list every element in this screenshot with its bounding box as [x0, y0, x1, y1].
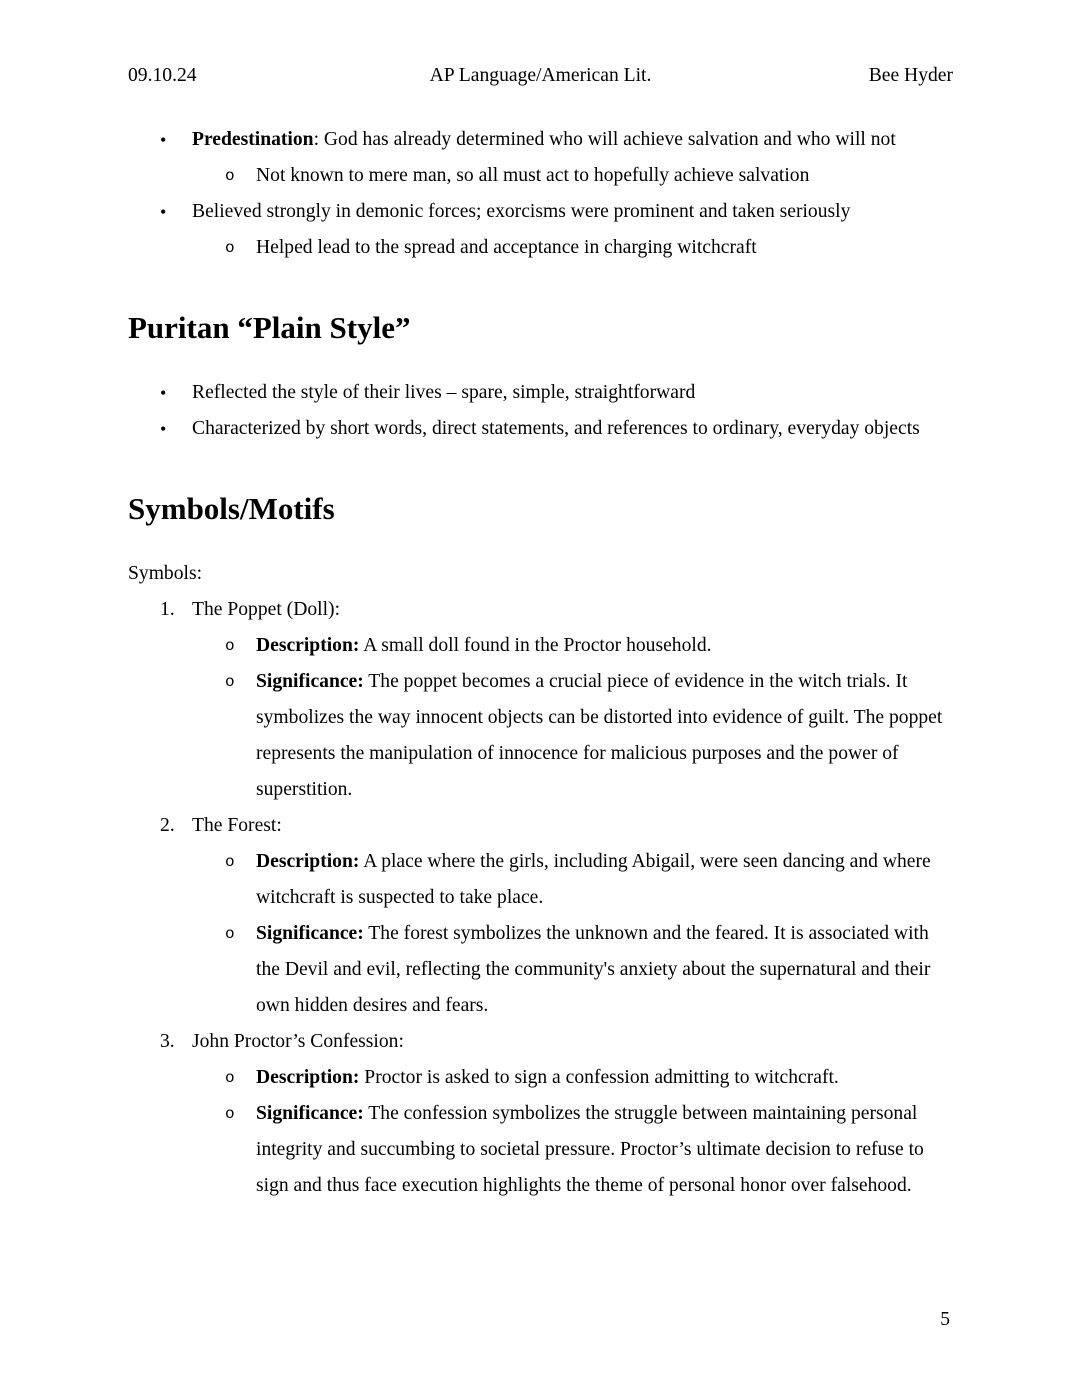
bullet-item — [128, 411, 953, 447]
section-title-symbols-motifs: Symbols/Motifs — [128, 491, 335, 526]
sub-bullet-marker: o — [225, 1069, 235, 1087]
sub-bullet-item — [128, 158, 953, 194]
sub-bullet-text: Not known to mere man, so all must act to hopefully achieve salvation — [256, 165, 810, 186]
page-header — [128, 58, 953, 94]
header-course: AP Language/American Lit. — [429, 65, 652, 86]
bullet-item — [128, 194, 953, 230]
description-text: A place where the girls, including Abigail, were seen dancing and where witchcraft is suspected to take place. — [256, 851, 931, 908]
sub-bullet-marker: o — [225, 853, 235, 871]
significance-label: Significance: — [256, 671, 364, 692]
header-date: 09.10.24 — [128, 65, 197, 86]
bullet-text: Believed strongly in demonic forces; exorcisms were prominent and taken seriously — [192, 201, 851, 222]
bullet-marker: • — [160, 383, 167, 403]
sub-bullet-item — [128, 230, 953, 266]
numbered-item — [128, 1024, 953, 1060]
sub-bullet-marker: o — [225, 673, 235, 691]
page-number: 5 — [940, 1309, 950, 1330]
description-text: A small doll found in the Proctor household. — [359, 635, 712, 656]
bullet-item — [128, 375, 953, 411]
bullet-text: : God has already determined who will achieve salvation and who will not — [313, 129, 896, 150]
symbol-name: The Poppet (Doll): — [192, 599, 341, 620]
bullet-marker: • — [160, 130, 167, 150]
significance-text: The confession symbolizes the struggle between maintaining personal integrity and succumbing to societal pressure. Proctor’s ultimate decision to refuse to sign and thus face execution highlights the theme of personal honor over falsehood. — [256, 1103, 924, 1196]
significance-line — [128, 916, 953, 1024]
sub-bullet-marker: o — [225, 167, 235, 185]
sub-bullet-marker: o — [225, 239, 235, 257]
description-line — [128, 1060, 953, 1096]
number-marker: 2. — [160, 815, 175, 836]
significance-label: Significance: — [256, 923, 364, 944]
sub-bullet-marker: o — [225, 1105, 235, 1123]
bullet-text: Reflected the style of their lives – spare, simple, straightforward — [192, 382, 696, 403]
term-label: Predestination — [192, 129, 314, 150]
symbol-name: The Forest: — [192, 815, 282, 836]
section-title-plain-style: Puritan “Plain Style” — [128, 310, 411, 345]
significance-text: The forest symbolizes the unknown and the feared. It is associated with the Devil and evil, reflecting the community's anxiety about the supernatural and their own hidden desires and fears. — [256, 923, 931, 1016]
description-label: Description: — [256, 1067, 360, 1088]
significance-line — [128, 664, 953, 808]
number-marker: 1. — [160, 599, 175, 620]
symbol-name: John Proctor’s Confession: — [192, 1031, 404, 1052]
significance-line — [128, 1096, 953, 1204]
description-label: Description: — [256, 635, 360, 656]
symbols-intro: Symbols: — [128, 563, 203, 584]
bullet-item — [128, 122, 953, 158]
description-text: Proctor is asked to sign a confession admitting to witchcraft. — [359, 1067, 839, 1088]
bullet-marker: • — [160, 202, 167, 222]
sub-bullet-marker: o — [225, 925, 235, 943]
significance-label: Significance: — [256, 1103, 364, 1124]
numbered-item — [128, 808, 953, 844]
number-marker: 3. — [160, 1031, 175, 1052]
description-line — [128, 844, 953, 916]
significance-text: The poppet becomes a crucial piece of evidence in the witch trials. It symbolizes the way innocent objects can be distorted into evidence of guilt. The poppet represents the manipulation of innocence for malicious purposes and the power of superstition. — [256, 671, 943, 800]
description-line — [128, 628, 953, 664]
sub-bullet-marker: o — [225, 637, 235, 655]
description-label: Description: — [256, 851, 360, 872]
sub-bullet-text: Helped lead to the spread and acceptance in charging witchcraft — [256, 237, 757, 258]
bullet-marker: • — [160, 419, 167, 439]
bullet-text: Characterized by short words, direct statements, and references to ordinary, everyday objects — [192, 418, 920, 439]
numbered-item — [128, 592, 953, 628]
header-author: Bee Hyder — [868, 65, 954, 86]
